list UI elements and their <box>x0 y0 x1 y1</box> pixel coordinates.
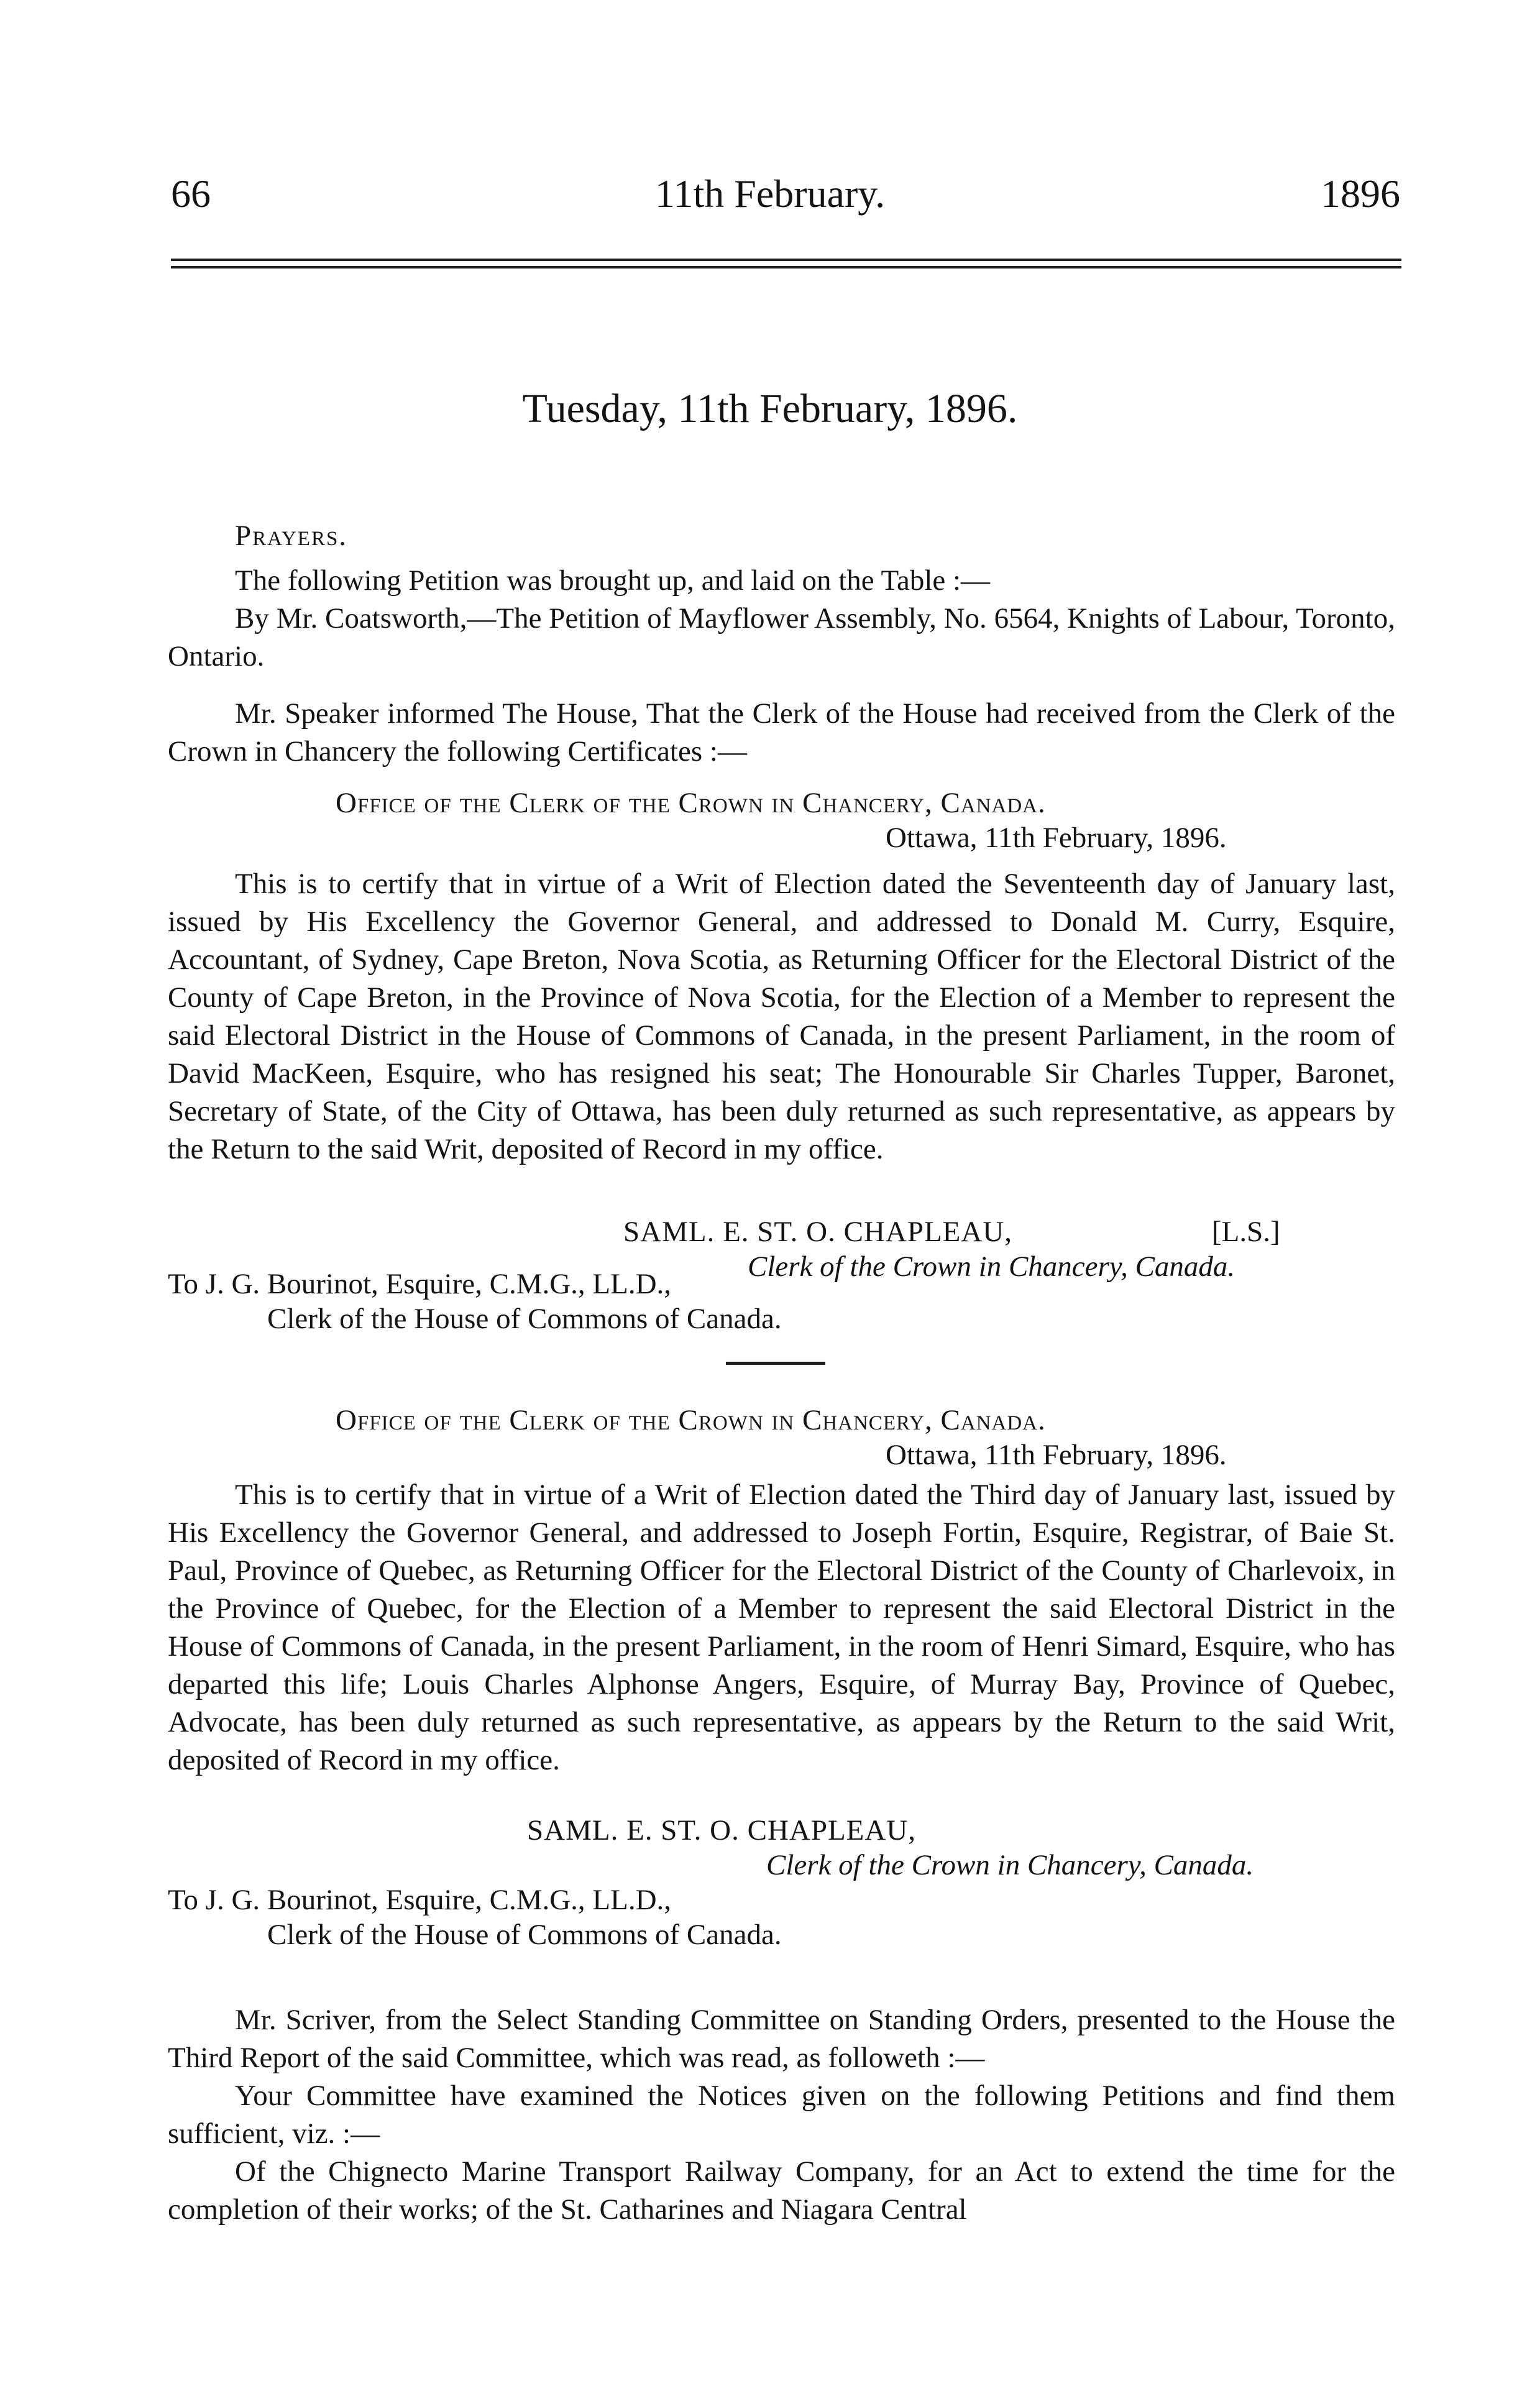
petition-text: By Mr. Coatsworth,—The Petition of Mayflower Assembly, No. 6564, Knights of Labour, Toronto, Ontario. <box>168 602 1395 672</box>
certificate-1-date: Ottawa, 11th February, 1896. <box>886 822 1227 854</box>
certificate-1-signature: SAML. E. ST. O. CHAPLEAU, <box>623 1216 1013 1248</box>
petition-section <box>168 562 1395 676</box>
certificate-1-signature-title: Clerk of the Crown in Chancery, Canada. <box>748 1250 1235 1283</box>
certificate-2-body <box>168 1476 1395 1779</box>
header-rule-top <box>171 259 1401 261</box>
petition-intro: The following Petition was brought up, and laid on the Table :— <box>235 564 991 597</box>
header-rule-bottom <box>171 266 1401 268</box>
section-separator <box>726 1362 825 1365</box>
certificate-1-text: This is to certify that in virtue of a Writ of Election dated the Seventeenth day of January last, issued by His Excellency the Governor General, and addressed to Donald M. Curry, Esquire, Accountant, of Sydney, Cape Breton, Nova Scotia, as Returning Officer for the Electoral District of the County of Cape Breton, in the Province of Nova Scotia, for the Election of a Member to represent the said Electoral District in the House of Commons of Canada, in the present Parliament, in the room of David MacKeen, Esquire, who has resigned his seat; The Honourable Sir Charles Tupper, Baronet, Secretary of State, of the City of Ottawa, has been duly returned as such representative, as appears by the Return to the said Writ, deposited of Record in my office. <box>168 868 1395 1165</box>
running-header-year: 1896 <box>1321 172 1400 216</box>
certificate-2-addressee-title: Clerk of the House of Commons of Canada. <box>267 1919 782 1951</box>
certificate-1-body <box>168 865 1395 1168</box>
sitting-date-title: Tuesday, 11th February, 1896. <box>522 386 1018 431</box>
certificate-1-office: Office of the Clerk of the Crown in Chancery, Canada. <box>336 787 1046 819</box>
certificate-2-signature-title: Clerk of the Crown in Chancery, Canada. <box>766 1849 1254 1881</box>
certificate-2-office: Office of the Clerk of the Crown in Chancery, Canada. <box>336 1404 1046 1436</box>
certificate-1-addressee: To J. G. Bourinot, Esquire, C.M.G., LL.D., <box>168 1268 672 1300</box>
running-header-date: 11th February. <box>654 172 886 216</box>
speaker-announcement <box>168 695 1395 771</box>
certificate-2-date: Ottawa, 11th February, 1896. <box>886 1439 1227 1471</box>
committee-report <box>168 2001 1395 2229</box>
report-paragraph-1: Your Committee have examined the Notices given on the following Petitions and find them sufficient, viz. :— <box>168 2080 1395 2150</box>
certificate-2-signature: SAML. E. ST. O. CHAPLEAU, <box>527 1814 917 1847</box>
page-number: 66 <box>171 172 211 216</box>
certificate-1-addressee-title: Clerk of the House of Commons of Canada. <box>267 1303 782 1335</box>
report-intro: Mr. Scriver, from the Select Standing Committee on Standing Orders, presented to the House the Third Report of the said Committee, which was read, as followeth :— <box>168 2004 1395 2074</box>
report-paragraph-2: Of the Chignecto Marine Transport Railway Company, for an Act to extend the time for the completion of their works; of the St. Catharines and Niagara Central <box>168 2155 1395 2226</box>
certificate-2-addressee: To J. G. Bourinot, Esquire, C.M.G., LL.D., <box>168 1884 672 1916</box>
prayers-heading: Prayers. <box>235 520 348 552</box>
certificate-2-text: This is to certify that in virtue of a Writ of Election dated the Third day of January last, issued by His Excellency the Governor General, and addressed to Joseph Fortin, Esquire, Registrar, of Baie St. Paul, Province of Quebec, as Returning Officer for the Electoral District of the County of Charlevoix, in the Province of Quebec, for the Election of a Member to represent the said Electoral District in the House of Commons of Canada, in the present Parliament, in the room of Henri Simard, Esquire, who has departed this life; Louis Charles Alphonse Angers, Esquire, of Murray Bay, Province of Quebec, Advocate, has been duly returned as such representative, as appears by the Return to the said Writ, deposited of Record in my office. <box>168 1479 1395 1776</box>
certificate-1-seal: [L.S.] <box>1212 1216 1280 1248</box>
speaker-text: Mr. Speaker informed The House, That the Clerk of the House had received from the Clerk of the Crown in Chancery the following Certificates :— <box>168 697 1395 768</box>
